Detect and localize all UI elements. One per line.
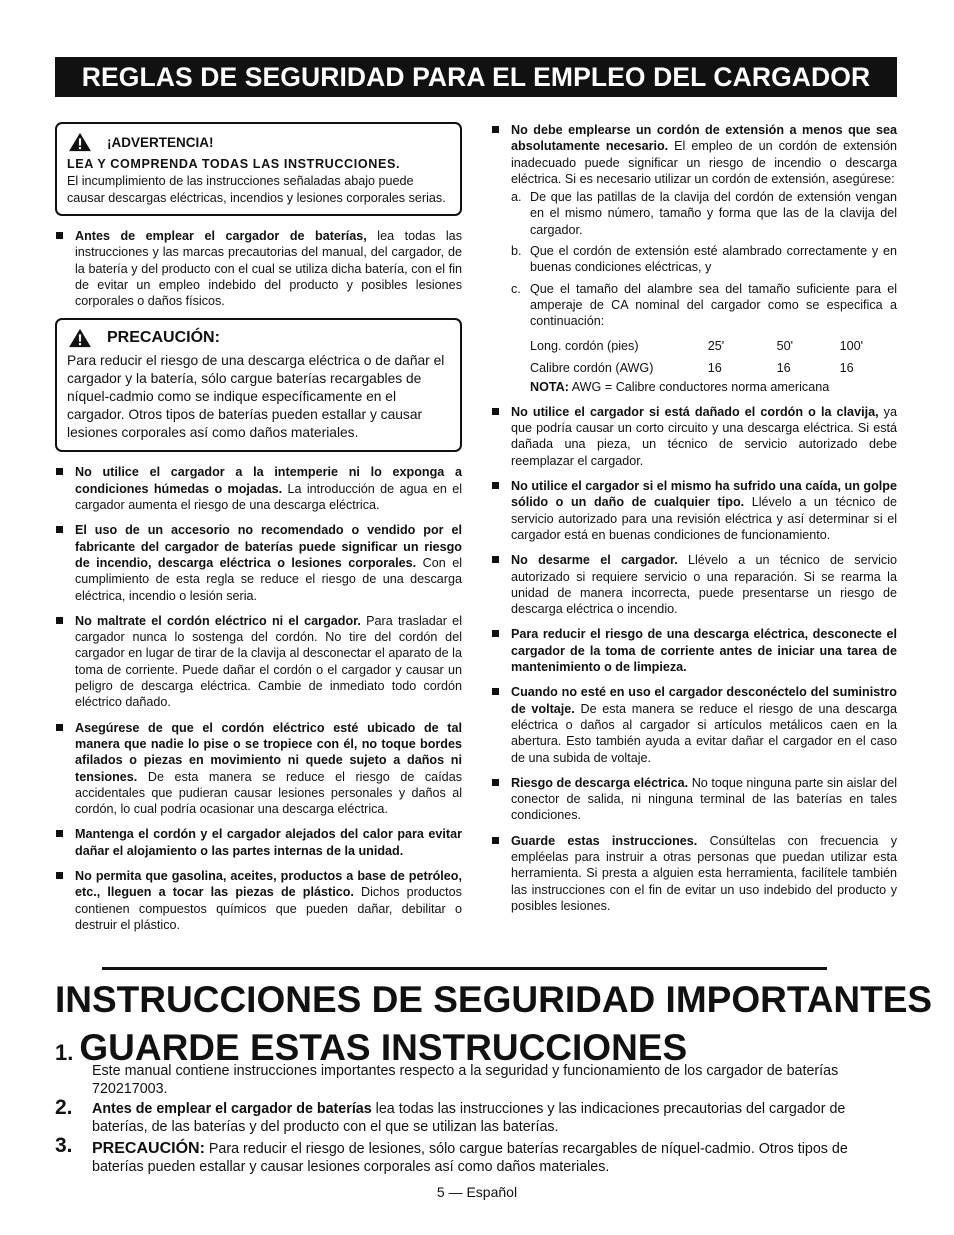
list-item: Para reducir el riesgo de una descarga eléctrica, desconecte el cargador de la toma de corriente antes de iniciar una tarea de mantenimiento o de limpieza. <box>491 626 897 675</box>
save-instructions-heading: 1. GUARDE ESTAS INSTRUCCIONES <box>55 1027 688 1068</box>
table-row: Calibre cordón (AWG) 16 16 16 <box>530 360 854 375</box>
warning-title: ¡ADVERTENCIA! <box>107 134 214 150</box>
warning-triangle-icon <box>67 328 93 348</box>
sub-item-c: c. Que el tamaño del alambre sea del tamaño suficiente para el amperaje de CA nominal del cargador como se especifica a continuación: <box>511 281 897 329</box>
caution-title: PRECAUCIÓN: <box>107 329 220 347</box>
list-item: No utilice el cargador si el mismo ha sufrido una caída, un golpe sólido o un daño de cualquier tipo. Llévelo a un técnico de servicio autorizado para una revisión eléctrica y así determinar si el cargador está en buenas condiciones de funcionamiento. <box>491 478 897 543</box>
extension-cord-item: No debe emplearse un cordón de extensión a menos que sea absolutamente necesario. El empleo de un cordón de extensión inadecuado puede significar un riesgo de incendio o descarga eléctrica. Si es necesario utilizar un cordón de extensión, asegúrese: a. De que las patillas de la clavija del cordón de extensión vengan en el mismo número, tamaño y forma que las de la clavija del cargador. b. Que el cordón de extensión esté alambrado correctamente y en buenas condiciones eléctricas, y c. Que el tamaño del alambre sea del tamaño suficiente para el amperaje de CA nominal del cargador como se especifica a continuación: Long. cordón (pies) 25' 50' 100' Calibre cordón (AWG) 16 16 16 NOTA: AWG = Calibre conductores norma americana <box>491 122 897 395</box>
divider <box>102 967 827 970</box>
warning-triangle-icon <box>67 132 93 152</box>
list-item: No utilice el cargador si está dañado el cordón o la clavija, ya que podría causar un corto circuito y una descarga eléctrica. Si está dañada una pieza, un técnico de servicio autorizado debe reemplazar el cargador. <box>491 404 897 469</box>
list-item: No utilice el cargador a la intemperie ni lo exponga a condiciones húmedas o mojadas. La introducción de agua en el cargador aumenta el riesgo de una descarga eléctrica. <box>55 464 462 513</box>
list-item: No maltrate el cordón eléctrico ni el cargador. Para trasladar el cargador nunca lo sostenga del cordón. No tire del cordón del cargador en lugar de tirar de la clavija al desconectar el aparato de la toma de corriente. Puede dañar el cordón o el cargador y causar un peligro de descarga eléctrica. Cambie de inmediato todo cordón eléctrico dañado. <box>55 613 462 711</box>
right-column <box>491 122 897 923</box>
list-item: Guarde estas instrucciones. Consúltelas con frecuencia y empléelas para instruir a otras personas que puedan utilizar esta herramienta. Si presta a alguien esta herramienta, facilítele también las instrucciones con el fin de evitar un uso indebido del producto y posibles lesiones. <box>491 833 897 914</box>
table-note: NOTA: AWG = Calibre conductores norma americana <box>530 379 830 394</box>
important-heading: INSTRUCCIONES DE SEGURIDAD IMPORTANTES <box>55 979 933 1020</box>
warning-box <box>55 122 462 216</box>
left-column <box>55 122 462 942</box>
sub-item-b: b. Que el cordón de extensión esté alambrado correctamente y en buenas condiciones eléctricas, y <box>511 244 897 275</box>
list-item: El uso de un accesorio no recomendado o vendido por el fabricante del cargador de baterías puede significar un riesgo de incendio, descarga eléctrica o lesiones corporales. Con el cumplimiento de esta regla se reduce el riesgo de una descarga eléctrica, incendio o lesión seria. <box>55 522 462 603</box>
paragraph-3: PRECAUCIÓN: Para reducir el riesgo de lesiones, sólo cargue baterías recargables de níquel-cadmio. Otros tipos de baterías pueden estallar y causar lesiones corporales así como daños materiales. <box>92 1140 848 1175</box>
page-footer: 5 — Español <box>436 1184 518 1200</box>
list-item: Cuando no esté en uso el cargador desconéctelo del suministro de voltaje. De esta manera se reduce el riesgo de una descarga eléctrica o daños al cargador si artículos metálicos caen en la abertura. Esto también ayuda a evitar dañar el cargador en el caso de una subida de voltaje. <box>491 684 897 765</box>
number-3: 3. <box>55 1134 73 1157</box>
list-item: Asegúrese de que el cordón eléctrico esté ubicado de tal manera que nadie lo pise o se tropiece con él, no toque bordes afilados o piezas en movimiento ni quede sujeto a daños ni tensiones. De esta manera se reduce el riesgo de caídas accidentales que pudieran causar lesiones personales y daños al cordón, lo cual podría ocasionar una descarga eléctrica. <box>55 720 462 818</box>
warning-lead: LEA Y COMPRENDA TODAS LAS INSTRUCCIONES. <box>67 157 401 171</box>
list-item: Antes de emplear el cargador de baterías, lea todas las instrucciones y las marcas precautorias del manual, del cargador, de la batería y del producto con el cual se utiliza dicha batería, con el fin de evitar un empleo indebido del producto y posibles lesiones corporales o daños físicos. <box>55 228 462 309</box>
warning-text: El incumplimiento de las instrucciones señaladas abajo puede causar descargas eléctricas, incendios y lesiones corporales serias. <box>67 174 446 205</box>
caution-box <box>55 318 462 452</box>
table-row: Long. cordón (pies) 25' 50' 100' <box>530 338 864 353</box>
caution-text: Para reducir el riesgo de una descarga eléctrica o de dañar el cargador y la batería, sólo cargue baterías recargables de níquel-cadmio como se indique específicamente en el cargador. Otros tipos de baterías pueden estallar y causar lesiones corporales así como daños materiales. <box>67 353 445 441</box>
list-item: Mantenga el cordón y el cargador alejados del calor para evitar dañar el alojamiento o las partes internas de la unidad. <box>55 826 462 859</box>
list-item: Riesgo de descarga eléctrica. No toque ninguna parte sin aislar del conector de salida, ni ninguna terminal de las baterías en tales condiciones. <box>491 775 897 824</box>
list-item: No permita que gasolina, aceites, productos a base de petróleo, etc., lleguen a tocar las piezas de plástico. Dichos productos contienen compuestos químicos que pueden dañar, debilitar o destruir el plástico. <box>55 868 462 933</box>
sub-item-a: a. De que las patillas de la clavija del cordón de extensión vengan en el mismo número, tamaño y forma que las de la clavija del cargador. <box>511 190 897 237</box>
list-item: No desarme el cargador. Llévelo a un técnico de servicio autorizado si requiere servicio o una reparación. Si se rearma la unidad de manera incorrecta, puede presentarse un riesgo de descarga eléctrica o incendio. <box>491 552 897 617</box>
number-2: 2. <box>55 1096 73 1119</box>
cord-table <box>530 335 897 395</box>
paragraph-2: Antes de emplear el cargador de baterías lea todas las instrucciones y las indicaciones precautorias del cargador de baterías, de las baterías y del producto con el que se utilizan las baterías. <box>92 1101 846 1135</box>
section-banner: REGLAS DE SEGURIDAD PARA EL EMPLEO DEL CARGADOR <box>55 57 897 97</box>
paragraph-1: Este manual contiene instrucciones importantes respecto a la seguridad y funcionamiento de los cargador de baterías 720217003. <box>92 1063 839 1097</box>
